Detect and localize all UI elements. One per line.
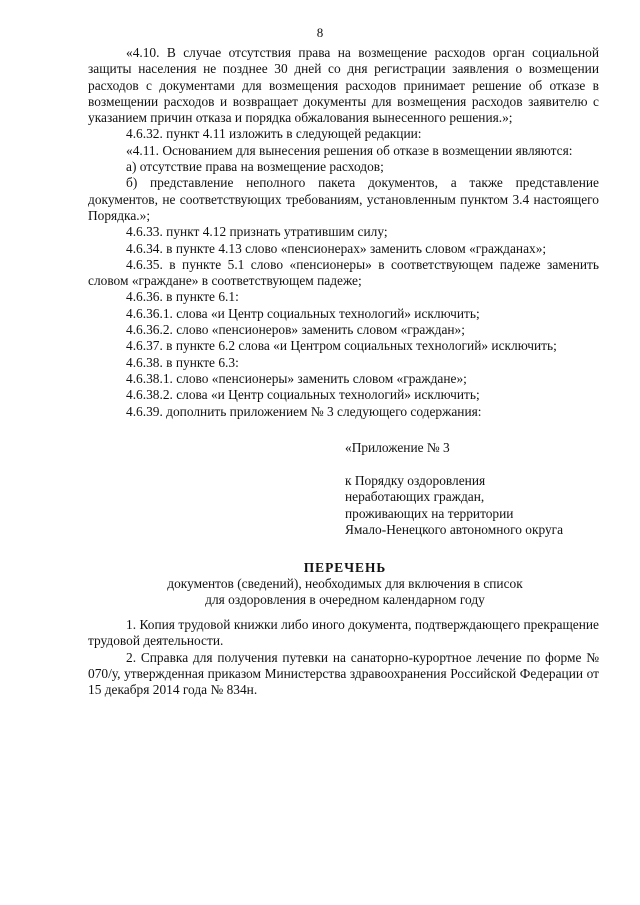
paragraph-4-6-38-1: 4.6.38.1. слово «пенсионеры» заменить словом «граждане»; bbox=[126, 370, 467, 386]
paragraph-4-6-38-2: 4.6.38.2. слова «и Центр социальных технологий» исключить; bbox=[126, 387, 480, 403]
paragraph-4-6-37: 4.6.37. в пункте 6.2 слова «и Центром социальных технологий» исключить; bbox=[126, 338, 557, 354]
paragraph-4-6-33: 4.6.33. пункт 4.12 признать утратившим силу; bbox=[126, 224, 388, 240]
paragraph-4-11: «4.11. Основанием для вынесения решения об отказе в возмещении являются: bbox=[126, 142, 573, 158]
subtitle-line: для оздоровления в очередном календарном году bbox=[205, 592, 485, 608]
appendix-line: проживающих на территории bbox=[345, 505, 514, 521]
documents-list bbox=[88, 617, 599, 698]
amendments-body bbox=[88, 45, 599, 420]
appendix-line: неработающих граждан, bbox=[345, 489, 485, 505]
appendix-line: к Порядку оздоровления bbox=[345, 473, 486, 488]
paragraph-4-6-38: 4.6.38. в пункте 6.3: bbox=[126, 354, 239, 370]
paragraph-4-11-a: а) отсутствие права на возмещение расходов; bbox=[126, 159, 384, 175]
list-subtitle bbox=[0, 576, 640, 609]
paragraph-4-6-36: 4.6.36. в пункте 6.1: bbox=[126, 289, 239, 305]
appendix-line: Ямало-Ненецкого автономного округа bbox=[345, 521, 564, 537]
paragraph-4-6-34: 4.6.34. в пункте 4.13 слово «пенсионерах» заменить словом «гражданах»; bbox=[126, 240, 547, 256]
list-title: ПЕРЕЧЕНЬ bbox=[303, 560, 387, 575]
subtitle-line: документов (сведений), необходимых для включения в список bbox=[167, 576, 523, 591]
paragraph-4-11-b: б) представление неполного пакета документов, а также представление документов, не соответствующих требованиям, установленным пунктом 3.4 настоящего Порядка.»; bbox=[88, 175, 599, 223]
page-number: 8 bbox=[316, 25, 324, 40]
list-item: 1. Копия трудовой книжки либо иного документа, подтверждающего прекращение трудовой деятельности. bbox=[88, 617, 599, 649]
paragraph-4-6-32: 4.6.32. пункт 4.11 изложить в следующей редакции: bbox=[126, 126, 422, 142]
paragraph-4-6-36-1: 4.6.36.1. слова «и Центр социальных технологий» исключить; bbox=[126, 305, 480, 321]
paragraph-4-6-35: 4.6.35. в пункте 5.1 слово «пенсионеры» в соответствующем падеже заменить словом «граждане» в соответствующем падеже; bbox=[88, 256, 599, 289]
paragraph-4-10: «4.10. В случае отсутствия права на возмещение расходов орган социальной защиты населения не позднее 30 дней со дня регистрации заявления о возмещении расходов с документами для возмещения расходов принимает решение об отказе в возмещении расходов и возвращает документы для возмещения расходов заявителю с указанием причин отказа и порядка обжалования вынесенного решения.»; bbox=[88, 45, 599, 126]
paragraph-4-6-36-2: 4.6.36.2. слово «пенсионеров» заменить словом «граждан»; bbox=[126, 322, 465, 338]
appendix-label: «Приложение № 3 bbox=[345, 440, 450, 455]
paragraph-4-6-39: 4.6.39. дополнить приложением № 3 следующего содержания: bbox=[126, 403, 482, 419]
list-item: 2. Справка для получения путевки на санаторно-курортное лечение по форме № 070/у, утвержденная приказом Министерства здравоохранения Российской Федерации от 15 декабря 2014 года № 834н. bbox=[88, 649, 599, 698]
appendix-reference bbox=[345, 473, 615, 538]
